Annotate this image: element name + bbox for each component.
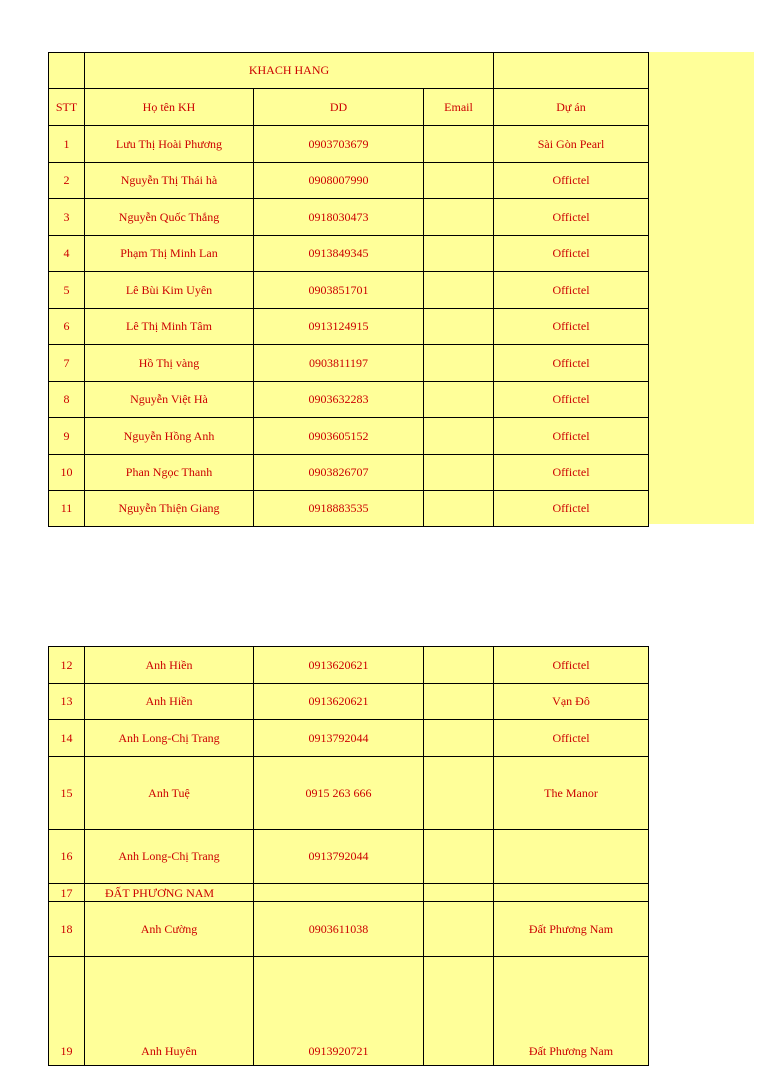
cell-project <box>494 884 649 902</box>
cell-email <box>424 126 494 163</box>
cell-name: Nguyễn Thị Thái hà <box>85 163 254 199</box>
cell-name: Nguyễn Hồng Anh <box>85 418 254 455</box>
cell-name: Nguyễn Thiện Giang <box>85 491 254 527</box>
cell-phone: 0918883535 <box>254 491 424 527</box>
table-row <box>49 345 649 382</box>
cell-phone: 0908007990 <box>254 163 424 199</box>
cell-stt: 14 <box>49 720 85 757</box>
table-row <box>49 126 649 163</box>
cell-name: Anh Huyên <box>85 957 254 1066</box>
cell-name: Anh Tuệ <box>85 757 254 830</box>
cell-name: Lưu Thị Hoài Phương <box>85 126 254 163</box>
cell-stt: 13 <box>49 684 85 720</box>
cell-email <box>424 418 494 455</box>
cell-stt: 3 <box>49 199 85 236</box>
cell-project: Offictel <box>494 199 649 236</box>
table-row <box>49 418 649 455</box>
cell-name: Nguyễn Quốc Thắng <box>85 199 254 236</box>
cell-phone: 0913792044 <box>254 720 424 757</box>
cell-name: Lê Bùi Kim Uyên <box>85 272 254 309</box>
table-row <box>49 236 649 272</box>
cell-email <box>424 957 494 1066</box>
cell-name: Anh Hiền <box>85 684 254 720</box>
empty-header-cell <box>494 53 649 89</box>
cell-email <box>424 236 494 272</box>
cell-project: Vạn Đô <box>494 684 649 720</box>
cell-email <box>424 199 494 236</box>
cell-phone: 0903851701 <box>254 272 424 309</box>
cell-project: Đất Phương Nam <box>494 957 649 1066</box>
cell-project: Offictel <box>494 491 649 527</box>
cell-phone: 0913124915 <box>254 309 424 345</box>
cell-project: Offictel <box>494 720 649 757</box>
cell-stt: 7 <box>49 345 85 382</box>
cell-email <box>424 884 494 902</box>
cell-phone: 0913792044 <box>254 830 424 884</box>
cell-phone: 0913920721 <box>254 957 424 1066</box>
cell-email <box>424 163 494 199</box>
cell-email <box>424 491 494 527</box>
sheet-fill-top <box>647 52 754 524</box>
cell-phone: 0903605152 <box>254 418 424 455</box>
cell-email <box>424 684 494 720</box>
table-row <box>49 830 649 884</box>
cell-name: Anh Hiền <box>85 647 254 684</box>
cell-email <box>424 309 494 345</box>
cell-stt: 19 <box>49 957 85 1066</box>
cell-phone: 0913849345 <box>254 236 424 272</box>
cell-project <box>494 830 649 884</box>
cell-stt: 18 <box>49 902 85 957</box>
cell-phone: 0913620621 <box>254 647 424 684</box>
cell-project: Offictel <box>494 382 649 418</box>
col-header-email: Email <box>424 89 494 126</box>
column-header-row <box>49 89 649 126</box>
col-header-stt: STT <box>49 89 85 126</box>
cell-name: Anh Long-Chị Trang <box>85 830 254 884</box>
cell-name: Hồ Thị vàng <box>85 345 254 382</box>
cell-project: Offictel <box>494 272 649 309</box>
cell-name: Nguyễn Việt Hà <box>85 382 254 418</box>
cell-project: Offictel <box>494 163 649 199</box>
table-row <box>49 272 649 309</box>
cell-phone <box>254 884 424 902</box>
cell-stt: 15 <box>49 757 85 830</box>
cell-name: Anh Long-Chị Trang <box>85 720 254 757</box>
cell-stt: 8 <box>49 382 85 418</box>
cell-email <box>424 830 494 884</box>
cell-name: Lê Thị Minh Tâm <box>85 309 254 345</box>
table-row <box>49 884 649 902</box>
table-row <box>49 382 649 418</box>
cell-stt: 10 <box>49 455 85 491</box>
cell-project: Offictel <box>494 418 649 455</box>
customer-table-bottom <box>48 646 649 1066</box>
cell-project: Offictel <box>494 236 649 272</box>
cell-email <box>424 345 494 382</box>
cell-email <box>424 647 494 684</box>
cell-project: The Manor <box>494 757 649 830</box>
cell-project: Offictel <box>494 647 649 684</box>
table-row <box>49 902 649 957</box>
cell-name: Phan Ngọc Thanh <box>85 455 254 491</box>
cell-phone: 0903811197 <box>254 345 424 382</box>
cell-email <box>424 902 494 957</box>
cell-name: Anh Cường <box>85 902 254 957</box>
col-header-name: Họ tên KH <box>85 89 254 126</box>
group-header-row <box>49 53 649 89</box>
cell-stt: 12 <box>49 647 85 684</box>
col-header-phone: DD <box>254 89 424 126</box>
cell-phone: 0903632283 <box>254 382 424 418</box>
cell-stt: 4 <box>49 236 85 272</box>
cell-phone: 0903611038 <box>254 902 424 957</box>
table-row <box>49 309 649 345</box>
cell-name: Phạm Thị Minh Lan <box>85 236 254 272</box>
cell-stt: 1 <box>49 126 85 163</box>
cell-email <box>424 455 494 491</box>
cell-email <box>424 382 494 418</box>
table-row <box>49 199 649 236</box>
cell-project: Sài Gòn Pearl <box>494 126 649 163</box>
table-row <box>49 957 649 1066</box>
table-row <box>49 757 649 830</box>
cell-phone: 0918030473 <box>254 199 424 236</box>
cell-email <box>424 720 494 757</box>
cell-project: Offictel <box>494 345 649 382</box>
table-row <box>49 491 649 527</box>
cell-stt: 16 <box>49 830 85 884</box>
group-title: KHACH HANG <box>85 53 494 89</box>
col-header-project: Dự án <box>494 89 649 126</box>
cell-stt: 2 <box>49 163 85 199</box>
cell-phone: 0903826707 <box>254 455 424 491</box>
cell-stt: 9 <box>49 418 85 455</box>
customer-table-top <box>48 52 649 527</box>
cell-project: Đất Phương Nam <box>494 902 649 957</box>
table-row <box>49 684 649 720</box>
cell-stt: 6 <box>49 309 85 345</box>
cell-name: ĐẤT PHƯƠNG NAM <box>85 884 254 902</box>
cell-stt: 5 <box>49 272 85 309</box>
cell-project: Offictel <box>494 455 649 491</box>
cell-stt: 11 <box>49 491 85 527</box>
table-row <box>49 720 649 757</box>
table-row <box>49 455 649 491</box>
table-row <box>49 163 649 199</box>
cell-project: Offictel <box>494 309 649 345</box>
corner-cell <box>49 53 85 89</box>
cell-phone: 0915 263 666 <box>254 757 424 830</box>
cell-phone: 0913620621 <box>254 684 424 720</box>
cell-email <box>424 272 494 309</box>
table-row <box>49 647 649 684</box>
cell-phone: 0903703679 <box>254 126 424 163</box>
cell-email <box>424 757 494 830</box>
cell-stt: 17 <box>49 884 85 902</box>
